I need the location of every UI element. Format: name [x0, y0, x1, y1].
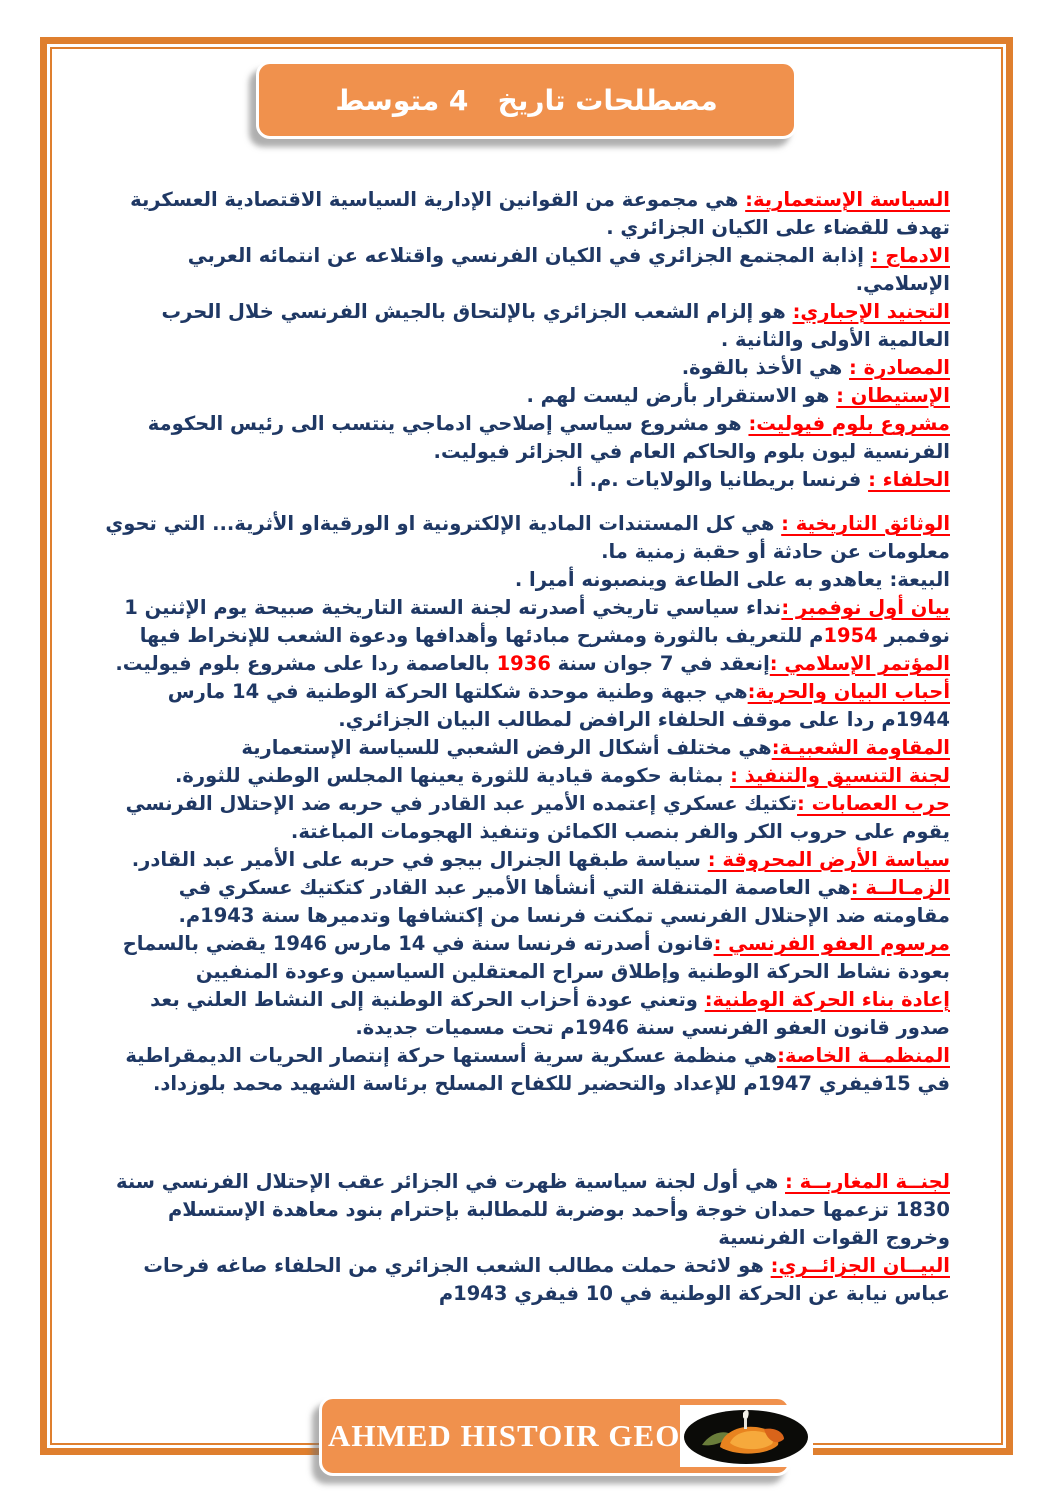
term-text: أحباب البيان والحرية:	[747, 680, 950, 703]
footer-brand-text: AHMED HISTOIR GEO	[328, 1418, 681, 1453]
definition-text: هي منظمة عسكرية سرية أسستها حركة إنتصار الحريات الديمقراطية في 15فيفري 1947م للإعداد والتحضير للكفاح المسلح برئاسة الشهيد محمد بلوزداد.	[125, 1044, 950, 1095]
glossary-entry	[103, 566, 950, 594]
definition-text: فرنسا بريطانيا والولايات .م. أ.	[568, 468, 869, 491]
term-text: لجنة التنسيق والتنفيذ :	[730, 764, 950, 787]
glossary-entry	[103, 594, 950, 650]
terms-section	[103, 1168, 950, 1308]
definition-text: 1936	[496, 652, 551, 675]
definition-text: تكتيك عسكري إعتمده الأمير عبد القادر في حربه ضد الإحتلال الفرنسي يقوم على حروب الكر والفر بنصب الكمائن وتنفيذ الهجومات المباغتة.	[125, 792, 950, 843]
definition-text: هي أول لجنة سياسية ظهرت في الجزائر عقب الإحتلال الفرنسي سنة 1830 تزعمها حمدان خوجة وأحمد بوضربة للمطالبة بإحترام بنود معاهدة الإستسلام وخروج القوات الفرنسية	[116, 1170, 950, 1249]
definition-text: وتعني عودة أحزاب الحركة الوطنية إلى النشاط العلني بعد صدور قانون العفو الفرنسي سنة 1946م تحت مسميات جديدة.	[150, 988, 950, 1039]
glossary-entry	[103, 510, 950, 566]
glossary-entry	[103, 874, 950, 930]
term-text: المصادرة :	[849, 356, 950, 379]
definition-text: م للتعريف بالثورة ومشرح مبادئها وأهدافها ودعوة الشعب للإنخراط فيها	[139, 624, 824, 647]
glossary-entry	[103, 466, 950, 494]
footer-banner	[319, 1396, 791, 1476]
definition-text: هو مشروع سياسي إصلاحي ادماجي ينتسب الى رئيس الحكومة الفرنسية ليون بلوم والحاكم العام في الجزائر فيوليت.	[147, 412, 950, 463]
glossary-entry	[103, 762, 950, 790]
definition-text: بالعاصمة ردا على مشروع بلوم فيوليت.	[115, 652, 497, 675]
term-text: المنظمــة الخاصة:	[777, 1044, 950, 1067]
definition-text: هو إلزام الشعب الجزائري بالإلتحاق بالجيش الفرنسي خلال الحرب العالمية الأولى والثانية .	[161, 300, 950, 351]
definition-text: هي جبهة وطنية موحدة شكلتها الحركة الوطنية في 14 مارس 1944م ردا على موقف الحلفاء الرافض لمطالب البيان الجزائري.	[167, 680, 950, 731]
definition-text: سياسة طبقها الجنرال بيجو في حربه على الأمير عبد القادر.	[131, 848, 708, 871]
definition-text: هي كل المستندات المادية الإلكترونية او الورقيةاو الأثرية... التي تحوي معلومات عن حادثة أو حقبة زمنية ما.	[105, 512, 950, 563]
definition-text: نداء سياسي تاريخي أصدرته لجنة الستة التاريخية صبيحة يوم الإثنين 1 نوفمبر	[124, 596, 950, 647]
term-text: الإستيطان :	[836, 384, 950, 407]
term-text: السياسة الإستعمارية:	[745, 188, 950, 211]
glossary-entry	[103, 382, 950, 410]
glossary-entry	[103, 650, 950, 678]
definition-text: إذابة المجتمع الجزائري في الكيان الفرنسي واقتلاعه عن انتمائه العربي الإسلامي.	[187, 244, 950, 295]
glossary-entry	[103, 678, 950, 734]
term-text: البيعة:	[889, 568, 950, 591]
definition-text: هي العاصمة المتنقلة التي أنشأها الأمير عبد القادر كتكتيك عسكري في مقاومته ضد الإحتلال الفرنسي تمكنت فرنسا من إكتشافها وتدميرها سنة 1943م.	[178, 876, 950, 927]
glossary-entry	[103, 790, 950, 846]
candle-icon	[680, 1405, 813, 1467]
definition-text: يعاهدو به على الطاعة وينصبونه أميرا .	[514, 568, 890, 591]
definition-text: إنعقد في 7 جوان سنة	[550, 652, 770, 675]
terms-section	[103, 510, 950, 1098]
terms-list	[47, 139, 1006, 1308]
definition-text: هي مختلف أشكال الرفض الشعبي للسياسة الإستعمارية	[241, 736, 772, 759]
page-frame	[40, 37, 1013, 1455]
definition-text: قانون أصدرته فرنسا سنة في 14 مارس 1946 يقضي بالسماح بعودة نشاط الحركة الوطنية وإطلاق سراح المعتقلين السياسين وعودة المنفيين	[122, 932, 950, 983]
glossary-entry	[103, 298, 950, 354]
term-text: الزمـالــة :	[850, 876, 950, 899]
term-text: التجنيد الإجباري:	[792, 300, 950, 323]
term-text: مشروع بلوم فيوليت:	[748, 412, 950, 435]
term-text: المؤتمر الإسلامي :	[769, 652, 950, 675]
glossary-entry	[103, 846, 950, 874]
term-text: مرسوم العفو الفرنسي :	[713, 932, 950, 955]
glossary-entry	[103, 1168, 950, 1252]
glossary-entry	[103, 1252, 950, 1308]
glossary-entry	[103, 986, 950, 1042]
definition-text: 1954	[823, 624, 878, 647]
candle-logo-image	[680, 1405, 813, 1467]
term-text: الوثائق التاريخية :	[781, 512, 950, 535]
page-title: مصطلحات تاريخ 4 متوسط	[335, 83, 718, 117]
glossary-entry	[103, 930, 950, 986]
definition-text: بمثابة حكومة قيادية للثورة يعينها المجلس الوطني للثورة.	[174, 764, 731, 787]
term-text: بيان أول نوفمبر :	[781, 596, 950, 619]
definition-text: هي مجموعة من القوانين الإدارية السياسية الاقتصادية العسكرية تهدف للقضاء على الكيان الجزائري .	[130, 188, 950, 239]
terms-section	[103, 186, 950, 494]
title-banner	[256, 61, 797, 139]
glossary-entry	[103, 1042, 950, 1098]
glossary-entry	[103, 410, 950, 466]
definition-text: هي الأخذ بالقوة.	[681, 356, 850, 379]
glossary-entry	[103, 734, 950, 762]
glossary-entry	[103, 354, 950, 382]
term-text: حرب العصابات :	[797, 792, 950, 815]
term-text: المقاومة الشعبيـة:	[771, 736, 950, 759]
definition-text: هو الاستقرار بأرض ليست لهم .	[526, 384, 837, 407]
term-text: الحلفاء :	[868, 468, 950, 491]
term-text: البيــان الجزائــري:	[770, 1254, 950, 1277]
definition-text: هو لائحة حملت مطالب الشعب الجزائري من الحلفاء صاغه فرحات عباس نيابة عن الحركة الوطنية في 10 فيفري 1943م	[143, 1254, 950, 1305]
term-text: سياسة الأرض المحروقة :	[707, 848, 950, 871]
term-text: إعادة بناء الحركة الوطنية:	[704, 988, 950, 1011]
term-text: الادماج :	[870, 244, 950, 267]
glossary-entry	[103, 242, 950, 298]
term-text: لجنــة المغاربــة :	[785, 1170, 950, 1193]
glossary-entry	[103, 186, 950, 242]
